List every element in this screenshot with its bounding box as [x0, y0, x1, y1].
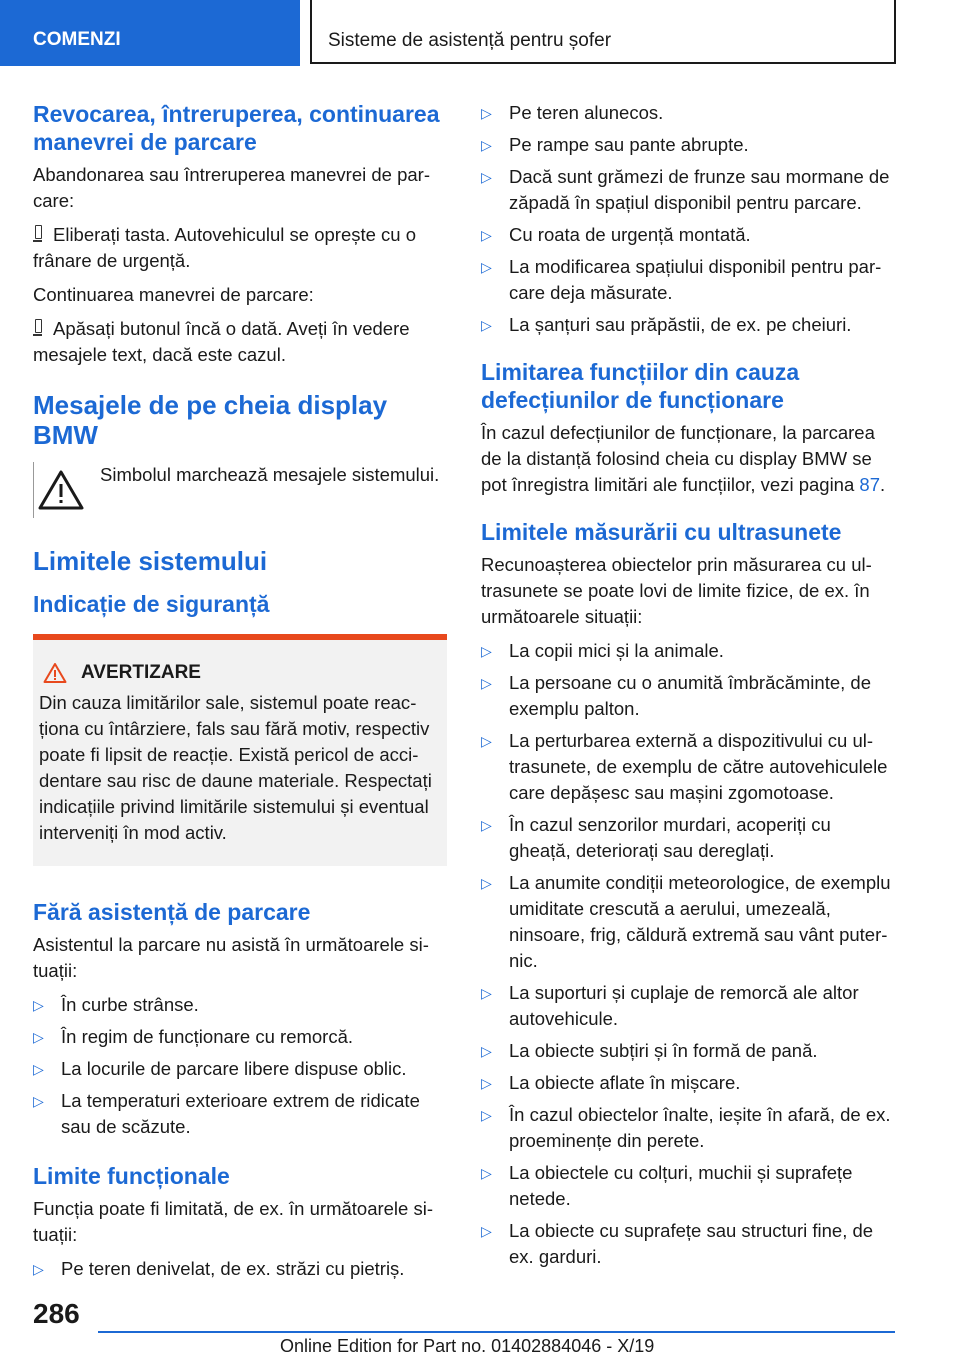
- limits-heading: Limitele sistemului: [33, 546, 268, 576]
- func-list-continued: [481, 100, 895, 338]
- triangle-bullet-icon: ▷: [33, 997, 44, 1013]
- list-item: ▷ La suporturi și cuplaje de remorcă ale altor autovehicule.: [481, 982, 859, 1029]
- list-item: ▷ La modificarea spațiului disponibil pentru parcare deja măsurate.: [481, 256, 882, 303]
- edition-text: Online Edition for Part no. 01402884046 - X/19: [280, 1336, 655, 1356]
- warning-symbol: [33, 462, 88, 518]
- list-item: ▷ La perturbarea externă a dispozitivului cu ultrasunete, de exemplu de către autovehiculele care depășesc sau mașini zgomotoase.: [481, 730, 888, 803]
- no-assist-heading: Fără asistență de parcare: [33, 899, 311, 925]
- ultra-intro: Recunoașterea obiectelor prin măsurarea cu ultrasunete se poate lovi de limite fizice, de ex. în următoarele situații:: [481, 554, 872, 627]
- list-item: ▷ Pe teren alunecos.: [481, 100, 895, 126]
- triangle-bullet-icon: ▷: [481, 1223, 492, 1239]
- list-item: ▷ La temperaturi exterioare extrem de ridicate sau de scăzute.: [33, 1090, 420, 1137]
- triangle-bullet-icon: ▷: [481, 1165, 492, 1181]
- triangle-bullet-icon: ▷: [481, 1043, 492, 1059]
- continue-step: [33, 316, 447, 368]
- ultra-heading: Limitele măsurării cu ultrasunete: [481, 519, 842, 545]
- warning-title: [39, 660, 441, 686]
- list-item: ▷ La persoane cu o anumită îmbrăcăminte, de exemplu palton.: [481, 672, 871, 719]
- list-item: ▷ Pe teren denivelat, de ex. străzi cu pietriș.: [33, 1256, 447, 1282]
- page-link[interactable]: 87: [859, 474, 880, 495]
- triangle-bullet-icon: ▷: [33, 1061, 44, 1077]
- triangle-bullet-icon: ▷: [481, 227, 492, 243]
- list-item: ▷ În cazul senzorilor murdari, acoperiți cu gheață, deteriorați sau dereglați.: [481, 814, 831, 861]
- list-item: ▷ La șanțuri sau prăpăstii, de ex. pe cheiuri.: [481, 312, 895, 338]
- warning-text: Din cauza limitărilor sale, sistemul poate reacționa cu întârziere, fals sau fără motiv, respectiv poate fi lipsit de reacție. Există pericol de accidentare sau risc de daune materiale. Respectați indicațiile privind limitările sistemului și eventual interveniți în mod activ.: [39, 692, 432, 843]
- list-item: ▷ Dacă sunt grămezi de frunze sau mormane de zăpadă în spațiul disponibil pentru parcare.: [481, 166, 890, 213]
- no-assist-list: [33, 992, 447, 1140]
- defect-text: În cazul defecțiunilor de funcționare, la parcarea de la distanță folosind cheia cu display BMW se pot înregistra limitări ale funcțiilor, vezi pagina 87.: [481, 422, 886, 495]
- list-item: ▷ Pe rampe sau pante abrupte.: [481, 132, 895, 158]
- triangle-bullet-icon: ▷: [481, 675, 492, 691]
- symbol-text: Simbolul marchează mesajele sistemului.: [100, 464, 440, 485]
- triangle-bullet-icon: ▷: [481, 1107, 492, 1123]
- list-item: ▷ La obiecte subțiri și în formă de pană.: [481, 1038, 895, 1064]
- triangle-bullet-icon: ▷: [33, 1093, 44, 1109]
- list-item: ▷ La obiecte cu suprafețe sau structuri fine, de ex. garduri.: [481, 1220, 874, 1267]
- list-item: ▷ Cu roata de urgență montată.: [481, 222, 895, 248]
- continue-step-text: Apăsați butonul încă o dată. Aveți în vedere mesajele text, dacă este cazul.: [33, 318, 410, 365]
- func-intro: Funcția poate fi limitată, de ex. în următoarele situații:: [33, 1198, 434, 1245]
- triangle-bullet-icon: ▷: [481, 1075, 492, 1091]
- list-item: ▷ La obiectele cu colțuri, muchii și suprafețe netede.: [481, 1162, 853, 1209]
- triangle-bullet-icon: ▷: [481, 733, 492, 749]
- triangle-bullet-icon: ▷: [481, 169, 492, 185]
- cancel-heading: Revocarea, întreruperea, continuarea manevrei de parcare: [33, 101, 440, 155]
- no-assist-intro: Asistentul la parcare nu asistă în următoarele situații:: [33, 934, 429, 981]
- triangle-bullet-icon: ▷: [481, 817, 492, 833]
- warning-triangle-icon: [37, 468, 85, 512]
- park-button-icon: [33, 319, 43, 337]
- cancel-step-text: Eliberați tasta. Autovehiculul se oprește cu o frânare de urgență.: [33, 224, 417, 271]
- list-item: ▷ În regim de funcționare cu remorcă.: [33, 1024, 447, 1050]
- safety-heading: Indicație de siguranță: [33, 591, 270, 617]
- continue-intro: Continuarea manevrei de parcare:: [33, 284, 314, 305]
- footer-divider: [98, 1331, 895, 1333]
- func-list: [33, 1256, 447, 1282]
- list-item: ▷ În cazul obiectelor înalte, ieșite în afară, de ex. proeminențe din perete.: [481, 1104, 891, 1151]
- triangle-bullet-icon: ▷: [481, 643, 492, 659]
- triangle-bullet-icon: ▷: [481, 105, 492, 121]
- func-heading: Limite funcționale: [33, 1163, 230, 1189]
- list-item: ▷ La copii mici și la animale.: [481, 638, 895, 664]
- warning-title-text: AVERTIZARE: [81, 662, 201, 683]
- list-item: ▷ La anumite condiții meteorologice, de exemplu umiditate crescută a aerului, umezeală, ninsoare, frig, căldură extremă sau vânt puternic.: [481, 872, 891, 971]
- page-number: 286: [33, 1298, 80, 1329]
- triangle-bullet-icon: ▷: [481, 259, 492, 275]
- chapter-title: Sisteme de asistență pentru șofer: [310, 0, 896, 64]
- page-header: [0, 0, 960, 66]
- park-button-icon: [33, 225, 43, 243]
- warning-box: [33, 634, 447, 866]
- section-tab: COMENZI: [0, 0, 300, 66]
- symbol-row: [33, 462, 447, 518]
- triangle-bullet-icon: ▷: [481, 985, 492, 1001]
- triangle-bullet-icon: ▷: [33, 1261, 44, 1277]
- ultra-list: [481, 638, 895, 1270]
- triangle-bullet-icon: ▷: [481, 317, 492, 333]
- warning-icon: [43, 662, 67, 684]
- messages-heading: Mesajele de pe cheia display BMW: [33, 390, 388, 450]
- cancel-step: [33, 222, 447, 274]
- triangle-bullet-icon: ▷: [33, 1029, 44, 1045]
- triangle-bullet-icon: ▷: [481, 137, 492, 153]
- left-column: [33, 100, 447, 1290]
- defect-heading: Limitarea funcțiilor din cauza defecțiunilor de funcționare: [481, 359, 800, 413]
- list-item: ▷ La obiecte aflate în mișcare.: [481, 1070, 895, 1096]
- list-item: ▷ La locurile de parcare libere dispuse oblic.: [33, 1056, 447, 1082]
- right-column: [481, 100, 895, 1278]
- cancel-intro: Abandonarea sau întreruperea manevrei de parcare:: [33, 164, 430, 211]
- triangle-bullet-icon: ▷: [481, 875, 492, 891]
- list-item: ▷ În curbe strânse.: [33, 992, 447, 1018]
